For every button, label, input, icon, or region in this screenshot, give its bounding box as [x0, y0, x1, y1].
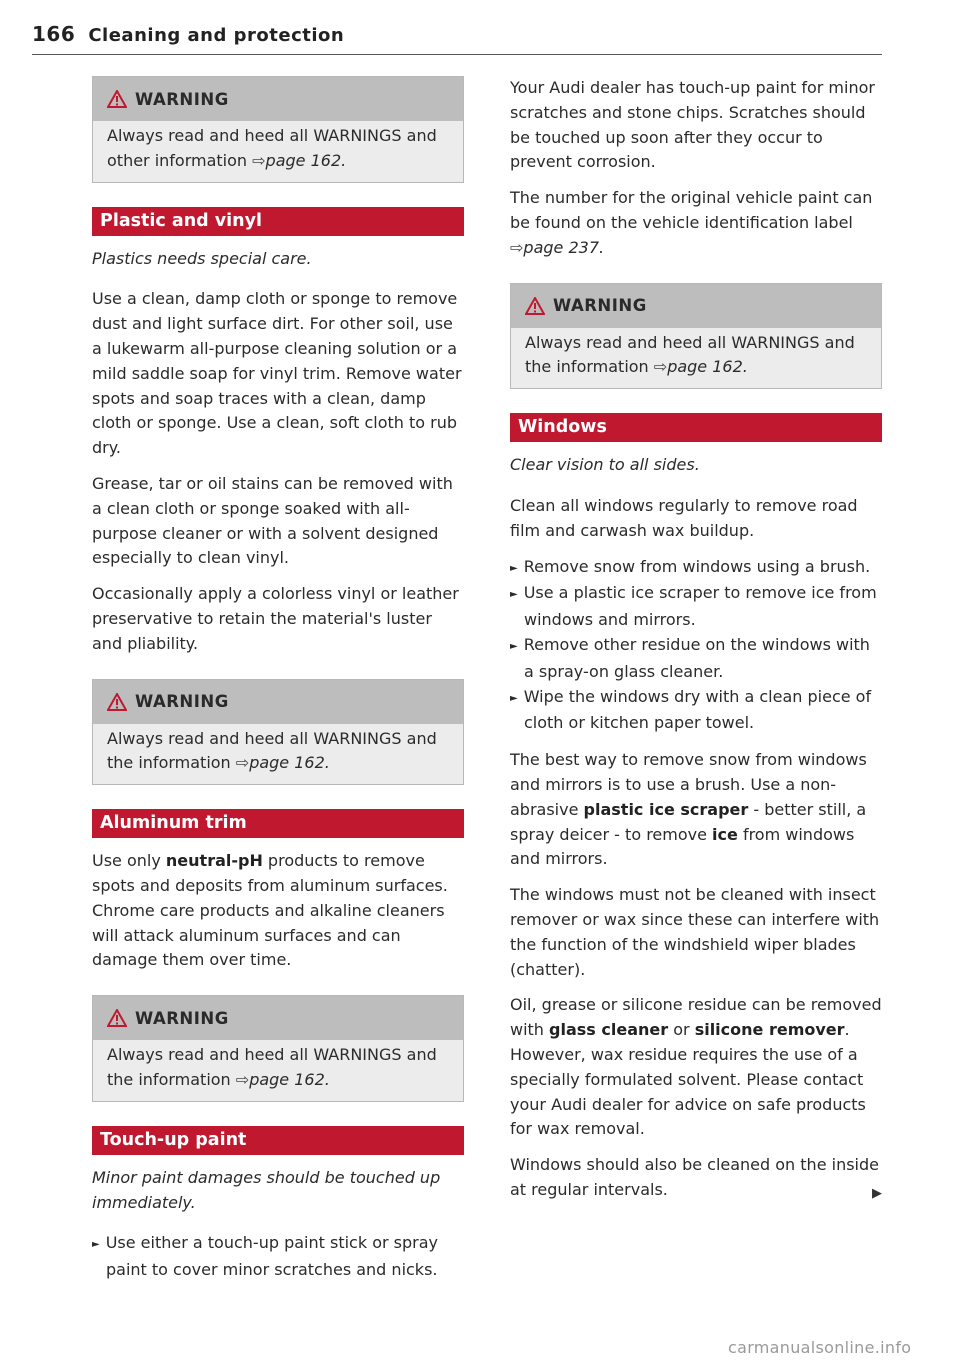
warning-label: WARNING: [135, 89, 229, 109]
warning-box: [92, 995, 464, 1102]
paragraph: The best way to remove snow from windows and mirrors is to use a brush. Use a non-abrasive plastic ice scraper - better still, a spray deicer - to remove ice from windows and mirrors.: [510, 750, 867, 869]
bold-term: silicone remover: [694, 1020, 845, 1040]
warning-header: [511, 284, 881, 328]
page-ref-link[interactable]: page 162.: [265, 150, 347, 170]
bold-term: glass cleaner: [549, 1020, 669, 1040]
list-item: ► Use a plastic ice scraper to remove ice from windows and mirrors.: [510, 583, 877, 630]
watermark: carmanualsonline.info: [728, 1338, 912, 1357]
warning-label: WARNING: [553, 296, 647, 316]
page-number: 166: [32, 22, 76, 46]
page-ref-link[interactable]: page 162.: [249, 1069, 330, 1089]
warning-header: [93, 996, 463, 1040]
section-heading-aluminum: Aluminum trim: [92, 809, 464, 838]
paragraph: The windows must not be cleaned with insect remover or wax since these can interfere with the function of the windshield wiper blades (chatter).: [510, 885, 880, 979]
bullet-list: [92, 1231, 464, 1283]
warning-header: [93, 680, 463, 724]
bullet-triangle-icon: ►: [92, 1239, 100, 1251]
warning-triangle-icon: [107, 90, 127, 108]
left-column: [92, 76, 464, 1295]
bullet-triangle-icon: ►: [510, 640, 518, 652]
warning-box: [510, 283, 882, 390]
arrow-right-icon: ⇨: [510, 237, 524, 257]
page-header: [32, 22, 882, 55]
page-ref-link[interactable]: page 162.: [249, 753, 330, 773]
right-column: [510, 76, 882, 1214]
warning-text: Always read and heed all WARNINGS and the information ⇨page 162.: [525, 332, 855, 377]
section-intro: Clear vision to all sides.: [510, 455, 700, 475]
warning-text: Always read and heed all WARNINGS and the information ⇨page 162.: [107, 728, 437, 773]
warning-box: [92, 679, 464, 786]
section-intro: Minor paint damages should be touched up immediately.: [92, 1167, 441, 1212]
bullet-triangle-icon: ►: [510, 562, 518, 574]
bold-term: ice: [712, 824, 738, 844]
paragraph: Use only neutral-pH products to remove spots and deposits from aluminum surfaces. Chrome care products and alkaline cleaners will attack aluminum surfaces and can damage them over time.: [92, 851, 448, 970]
paragraph: The number for the original vehicle paint can be found on the vehicle identification label ⇨page 237.: [510, 188, 873, 257]
bold-term: plastic ice scraper: [583, 799, 749, 819]
list-item: ► Remove other residue on the windows with a spray-on glass cleaner.: [510, 634, 870, 681]
paragraph: Your Audi dealer has touch-up paint for minor scratches and stone chips. Scratches should be touched up soon after they occur to prevent corrosion.: [510, 78, 875, 172]
page-ref-link[interactable]: page 237.: [523, 237, 605, 257]
warning-text: Always read and heed all WARNINGS and the information ⇨page 162.: [107, 1045, 437, 1089]
list-item: ► Wipe the windows dry with a clean piece of cloth or kitchen paper towel.: [510, 686, 872, 733]
arrow-right-icon: ⇨: [235, 1069, 250, 1089]
paragraph: Use a clean, damp cloth or sponge to remove dust and light surface dirt. For other soil, use a lukewarm all-purpose cleaning solution or a mild saddle soap for vinyl trim. Remove water spots and soap traces with a clean, damp cloth or sponge. Use a clean, soft cloth to rub dry.: [92, 289, 462, 458]
warning-box: [92, 76, 464, 183]
paragraph: Occasionally apply a colorless vinyl or leather preservative to retain the material's luster and pliability.: [92, 584, 459, 653]
arrow-right-icon: ⇨: [653, 357, 668, 377]
warning-header: [93, 77, 463, 121]
list-item: ► Use either a touch-up paint stick or spray paint to cover minor scratches and nicks.: [92, 1233, 438, 1280]
warning-label: WARNING: [135, 1008, 229, 1028]
chapter-title: Cleaning and protection: [88, 25, 345, 46]
warning-label: WARNING: [135, 692, 229, 712]
paragraph: Clean all windows regularly to remove road film and carwash wax buildup.: [510, 495, 858, 540]
bullet-triangle-icon: ►: [510, 589, 518, 601]
paragraph: Oil, grease or silicone residue can be removed with glass cleaner or silicone remover. However, wax residue requires the use of a specially formulated solvent. Please contact your Audi dealer for advice on safe products for wax removal.: [510, 995, 882, 1139]
paragraph: Windows should also be cleaned on the inside at regular intervals. ▶: [510, 1153, 882, 1203]
section-heading-touchup: Touch-up paint: [92, 1126, 464, 1155]
bullet-triangle-icon: ►: [510, 692, 518, 704]
arrow-right-icon: ⇨: [235, 753, 250, 773]
bullet-list: [510, 555, 882, 737]
warning-triangle-icon: [525, 297, 545, 315]
section-intro: Plastics needs special care.: [92, 248, 312, 268]
warning-text: Always read and heed all WARNINGS and other information ⇨page 162.: [107, 126, 437, 170]
section-heading-plastic: Plastic and vinyl: [92, 207, 464, 236]
arrow-right-icon: ⇨: [252, 150, 266, 170]
page-ref-link[interactable]: page 162.: [667, 357, 748, 377]
warning-triangle-icon: [107, 1009, 127, 1027]
continue-arrow-icon: ▶: [872, 1185, 882, 1201]
list-item: ► Remove snow from windows using a brush.: [510, 556, 871, 576]
section-heading-windows: Windows: [510, 413, 882, 442]
paragraph: Grease, tar or oil stains can be removed with a clean cloth or sponge soaked with all-purpose cleaner or with a solvent designed especially to clean vinyl.: [92, 473, 453, 568]
warning-triangle-icon: [107, 693, 127, 711]
bold-term: neutral-pH: [165, 851, 263, 871]
